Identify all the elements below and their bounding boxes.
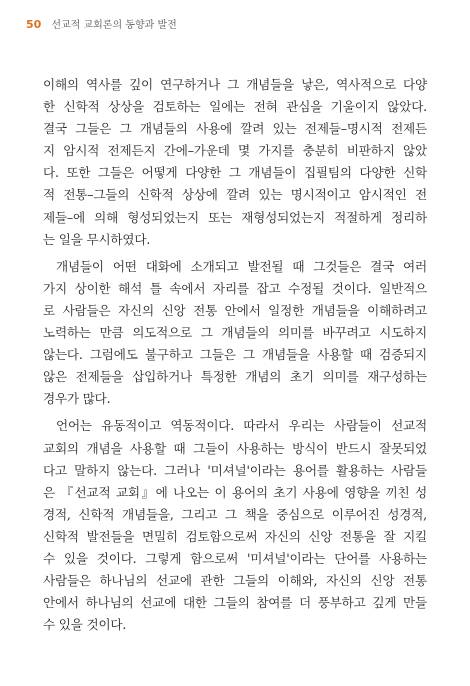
- text-line: 은 『선교적 교회』에 나오는 이 용어의 초기 사용에 영향을 끼친 성: [43, 484, 427, 500]
- text-line: 가지 상이한 해석 틀 속에서 자리를 잡고 수정될 것이다. 일반적으: [43, 280, 427, 296]
- paragraph-3: [43, 415, 427, 636]
- text-line: 적 전통–그들의 신학적 상상에 깔려 있는 명시적이고 암시적인 전: [43, 187, 427, 203]
- text-line: 않은 전제들을 삽입하거나 특정한 개념의 초기 의미를 재구성하는: [43, 369, 427, 385]
- text-line: 이해의 역사를 깊이 연구하거나 그 개념들을 낳은, 역사적으로 다양: [43, 77, 427, 92]
- text-line: 제들–에 의해 형성되었는지 또는 재형성되었는지 적절하게 정리하: [43, 209, 427, 225]
- body-text: [43, 74, 427, 641]
- text-line: 수 있을 것이다. 그렇게 함으로써 '미셔널'이라는 단어를 사용하는: [43, 550, 427, 566]
- paragraph-2: [43, 256, 427, 411]
- running-title: 선교적 교회론의 동향과 발전: [51, 20, 177, 31]
- text-line: 안에서 하나님의 선교에 대한 그들의 참여를 더 풍부하고 깊게 만들: [43, 595, 427, 611]
- text-line: 한 신학적 상상을 검토하는 일에는 전혀 관심을 기울이지 않았다.: [43, 99, 427, 115]
- text-line: 노력하는 만큼 의도적으로 그 개념들의 의미를 바꾸려고 시도하지: [43, 325, 427, 341]
- text-line: 다고 말하지 않는다. 그러나 '미셔널'이라는 용어를 활용하는 사람들: [43, 462, 427, 478]
- text-line: 다. 또한 그들은 어떻게 다양한 그 개념들이 집필팀의 다양한 신학: [43, 165, 427, 181]
- paragraph-1: [43, 74, 427, 251]
- text-line: 않는다. 그럼에도 불구하고 그들은 그 개념들을 사용할 때 검증되지: [43, 347, 427, 363]
- text-line: 개념들이 어떤 대화에 소개되고 발전될 때 그것들은 결국 여러: [56, 258, 427, 274]
- text-line: 경적, 신학적 개념들을, 그리고 그 책을 중심으로 이루어진 성경적,: [43, 506, 427, 522]
- text-line: 신학적 발전들을 면밀히 검토함으로써 자신의 신앙 전통을 잘 지킬: [43, 528, 427, 544]
- text-line: 수 있을 것이다.: [43, 617, 127, 633]
- page-number: 50: [26, 18, 42, 31]
- text-line: 교회의 개념을 사용할 때 그들이 사용하는 방식이 반드시 잘못되었: [43, 440, 427, 456]
- text-line: 지 암시적 전제든지 간에–가운데 몇 가지를 충분히 비판하지 않았: [43, 143, 427, 159]
- text-line: 언어는 유동적이고 역동적이다. 따라서 우리는 사람들이 선교적: [56, 418, 427, 434]
- text-line: 사람들은 하나님의 선교에 관한 그들의 이해와, 자신의 신앙 전통: [43, 573, 427, 589]
- text-line: 결국 그들은 그 개념들의 사용에 깔려 있는 전제들–명시적 전제든: [43, 121, 427, 137]
- text-line: 로 사람들은 자신의 신앙 전통 안에서 일정한 개념들을 이해하려고: [43, 302, 427, 318]
- running-header: [26, 16, 177, 31]
- text-line: 는 일을 무시하였다.: [43, 231, 151, 247]
- text-line: 경우가 많다.: [43, 391, 111, 407]
